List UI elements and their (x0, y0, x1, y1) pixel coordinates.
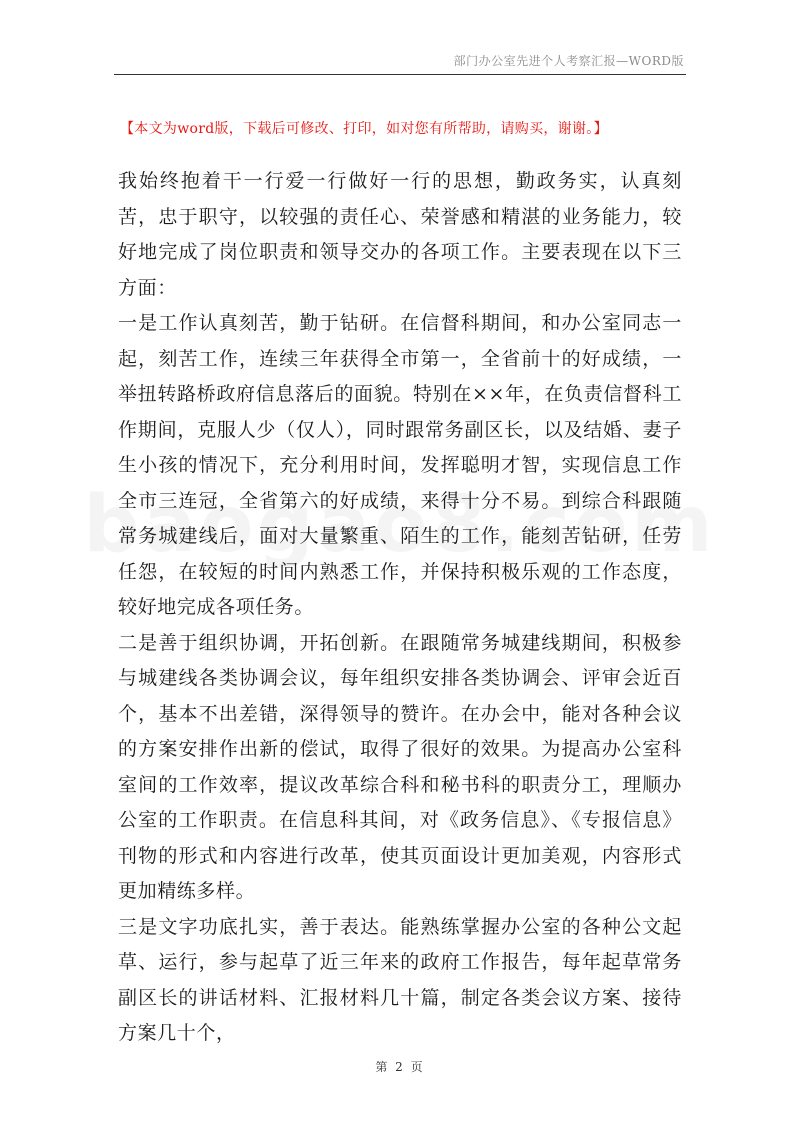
paragraph-point-three: 三是文字功底扎实，善于表达。能熟练掌握办公室的各种公文起草、运行，参与起草了近三年来的政府工作报告，每年起草常务副区长的讲话材料、汇报材料几十篇，制定各类会议方案、接待方案几十个， (118, 915, 682, 1044)
header-title: 部门办公室先进个人考察汇报—WORD版 (453, 54, 684, 68)
document-body (118, 164, 682, 1052)
paragraph-point-two: 二是善于组织协调，开拓创新。在跟随常务城建线期间，积极参与城建线各类协调会议，每年组织安排各类协调会、评审会近百个，基本不出差错，深得领导的赞许。在办会中，能对各种会议的方案安排作出新的偿试，取得了很好的效果。为提高办公室科室间的工作效率，提议改革综合科和秘书科的职责分工，理顺办公室的工作职责。在信息科其间，对《政务信息》、《专报信息》刊物的形式和内容进行改革，使其页面设计更加美观，内容形式更加精练多样。 (118, 631, 682, 902)
paragraph-intro: 我始终抱着干一行爱一行做好一行的思想，勤政务实，认真刻苦，忠于职守，以较强的责任心、荣誉感和精湛的业务能力，较好地完成了岗位职责和领导交办的各项工作。主要表现在以下三方面： (118, 170, 682, 299)
page-number: 第 2 页 (375, 1060, 425, 1074)
paragraph-point-one: 一是工作认真刻苦，勤于钻研。在信督科期间，和办公室同志一起，刻苦工作，连续三年获得全市第一，全省前十的好成绩，一举扭转路桥政府信息落后的面貌。特别在××年，在负责信督科工作期间，克服人少（仅人），同时跟常务副区长，以及结婚、妻子生小孩的情况下，充分利用时间，发挥聪明才智，实现信息工作全市三连冠，全省第六的好成绩，来得十分不易。到综合科跟随常务城建线后，面对大量繁重、陌生的工作，能刻苦钻研，任劳任怨，在较短的时间内熟悉工作，并保持积极乐观的工作态度，较好地完成各项任务。 (118, 312, 682, 618)
download-notice: 【本文为word版，下载后可修改、打印，如对您有所帮助，请购买，谢谢。】 (120, 121, 608, 137)
page-header (114, 52, 686, 75)
